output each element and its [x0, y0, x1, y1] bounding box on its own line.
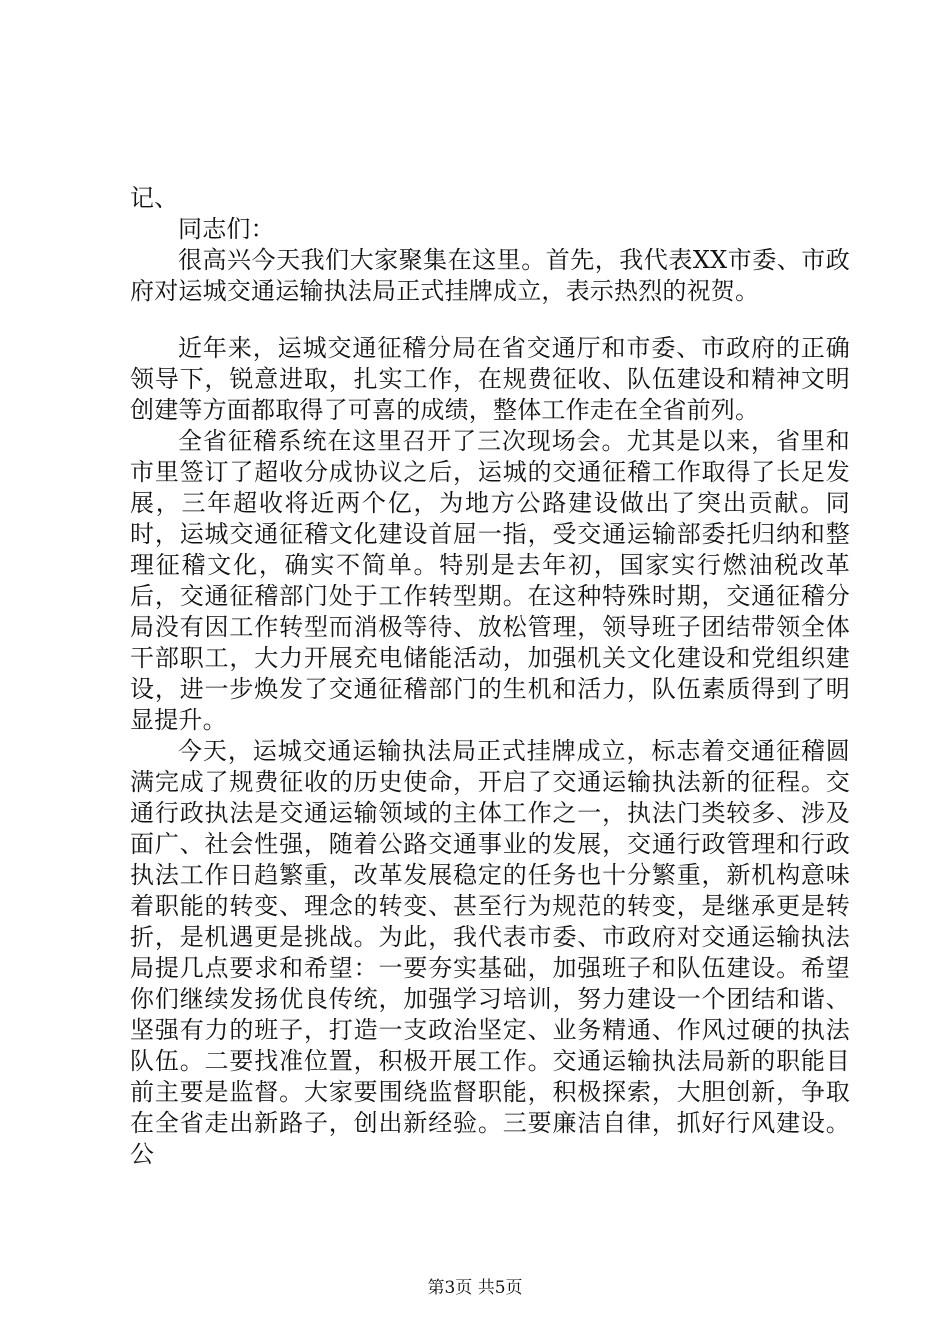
paragraph-salutation-fragment: 记、 — [130, 184, 179, 212]
page-number-footer: 第3页 共5页 — [427, 1278, 523, 1298]
paragraph-requirements: 今天，运城交通运输执法局正式挂牌成立，标志着交通征稽圆满完成了规费征收的历史使命，开启了交通运输执法新的征程。交通行政执法是交通运输领域的主体工作之一，执法门类较多、涉及面广、社会性强，随着公路交通事业的发展，交通行政管理和行政执法工作日趋繁重，改革发展稳定的任务也十分繁重，新机构意味着职能的转变、理念的转变、甚至行为规范的转变，是继承更是转折，是机遇更是挑战。为此，我代表市委、市政府对交通运输执法局提几点要求和希望：一要夯实基础，加强班子和队伍建设。希望你们继续发扬优良传统，加强学习培训，努力建设一个团结和谐、坚强有力的班子，打造一支政治坚定、业务精通、作风过硬的执法队伍。二要找准位置，积极开展工作。交通运输执法局新的职能目前主要是监督。大家要围绕监督职能，积极探索，大胆创新，争取在全省走出新路子，创出新经验。三要廉洁自律，抓好行风建设。公 — [130, 737, 850, 1168]
paragraph-greeting: 同志们： — [178, 215, 275, 243]
document-body — [130, 183, 850, 1170]
paragraph-congratulations: 很高兴今天我们大家聚集在这里。首先，我代表XX市委、市政府对运城交通运输执法局正式挂牌成立，表示热烈的祝贺。 — [130, 246, 850, 305]
paragraph-contributions: 全省征稽系统在这里召开了三次现场会。尤其是以来，省里和市里签订了超收分成协议之后，运城的交通征稽工作取得了长足发展，三年超收将近两个亿，为地方公路建设做出了突出贡献。同时，运城交通征稽文化建设首屈一指，受交通运输部委托归纳和整理征稽文化，确实不简单。特别是去年初，国家实行燃油税改革后，交通征稽部门处于工作转型期。在这种特殊时期，交通征稽分局没有因工作转型而消极等待、放松管理，领导班子团结带领全体干部职工，大力开展充电储能活动，加强机关文化建设和党组织建设，进一步焕发了交通征稽部门的生机和活力，队伍素质得到了明显提升。 — [130, 427, 850, 734]
paragraph-recent-achievements: 近年来，运城交通征稽分局在省交通厅和市委、市政府的正确领导下，锐意进取，扎实工作，在规费征收、队伍建设和精神文明创建等方面都取得了可喜的成绩，整体工作走在全省前列。 — [130, 334, 850, 424]
